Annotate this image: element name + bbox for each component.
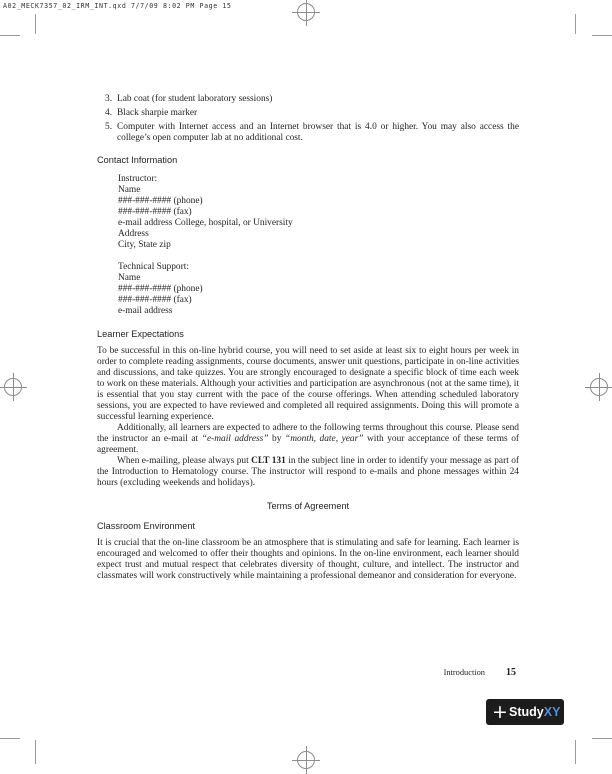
registration-mark-right-icon	[590, 378, 608, 396]
page-number: 15	[506, 667, 516, 678]
instructor-line: Instructor:	[118, 174, 158, 184]
crop-mark-bottom-right-v	[575, 740, 576, 764]
crop-mark-bottom-left-v	[35, 740, 36, 764]
support-line: e-mail address	[118, 306, 173, 316]
support-line: Name	[118, 273, 141, 283]
requirements-list	[97, 94, 519, 144]
crop-mark-top-right-h	[592, 35, 612, 36]
learner-paragraph: To be successful in this on-line hybrid course, you will need to set aside at least six to eight hours per week in order to complete reading assignments, course documents, answer unit questions, participate in on-line activities and discussions, and take quizzes. You are strongly encouraged to designate a specific block of time each week to work on these materials. Although your activities and participation are asynchronous (not at the same time), it is essential that you stay current with the pace of the course offerings. When attending scheduled laboratory sessions, you are expected to have reviewed and completed all required assignments. Doing this will promote a successful learning experience.	[97, 346, 519, 422]
contact-block	[97, 174, 519, 317]
instructor-line: ###-###-#### (phone)	[118, 196, 203, 206]
printer-slug: A02_MECK7357_02_IRM_INT.qxd 7/7/09 8:02 PM Page 15	[3, 2, 232, 10]
crop-mark-top-left-h	[0, 35, 20, 36]
list-item: 3. Lab coat (for student laboratory sessions)	[105, 94, 273, 104]
classroom-paragraph: It is crucial that the on-line classroom be an atmosphere that is stimulating and safe for learning. Each learner is encouraged and welcomed to offer their thoughts and opinions. In the on-line environment, each learner should expect trust and mutual respect that celebrates diversity of thought, culture, and intellect. The instructor and classmates will work constructively while maintaining a professional demeanor and consideration for everyone.	[97, 538, 519, 581]
registration-mark-top-icon	[297, 3, 315, 21]
crop-mark-top-left-v	[35, 14, 36, 34]
instructor-line: e-mail address College, hospital, or University	[118, 218, 293, 228]
page-content	[97, 94, 519, 582]
instructor-line: ###-###-#### (fax)	[118, 207, 192, 217]
list-item: 5. Computer with Internet access and an Internet browser that is 4.0 or higher. You may also access the college’s open computer lab at no additional cost.	[105, 122, 519, 143]
classroom-heading: Classroom Environment	[97, 521, 196, 531]
support-line: ###-###-#### (fax)	[118, 295, 192, 305]
instructor-line: Name	[118, 185, 141, 195]
registration-mark-bottom-icon	[297, 751, 315, 769]
support-line: Technical Support:	[118, 262, 189, 272]
learner-expectations-heading: Learner Expectations	[97, 329, 184, 339]
contact-heading: Contact Information	[97, 155, 178, 165]
studyxy-badge[interactable]	[486, 699, 564, 725]
crop-mark-top-right-v	[575, 14, 576, 34]
instructor-line: Address	[118, 229, 149, 239]
support-line: ###-###-#### (phone)	[118, 284, 203, 294]
learner-paragraph: When e-mailing, please always put CLT 131 in the subject line in order to identify your message as part of the Introduction to Hematology course. The instructor will respond to e-mails and phone messages within 24 hours (excluding weekends and holidays).	[97, 456, 520, 488]
learner-paragraph: Additionally, all learners are expected to adhere to the following terms throughout this course. Please send the instructor an e-mail at “e-mail address” by “month, date, year” with your acceptance of these terms of agreement.	[97, 423, 520, 455]
instructor-line: City, State zip	[118, 240, 171, 250]
terms-heading: Terms of Agreement	[266, 501, 350, 511]
page-footer	[0, 667, 612, 681]
crop-mark-bottom-left-h	[0, 738, 20, 739]
crop-mark-bottom-right-h	[592, 738, 612, 739]
list-item: 4. Black sharpie marker	[105, 108, 198, 118]
plus-icon: +	[492, 701, 508, 723]
footer-section-label: Introduction	[443, 668, 485, 677]
studyxy-logo-text: StudyXY	[509, 705, 561, 719]
registration-mark-left-icon	[4, 378, 22, 396]
